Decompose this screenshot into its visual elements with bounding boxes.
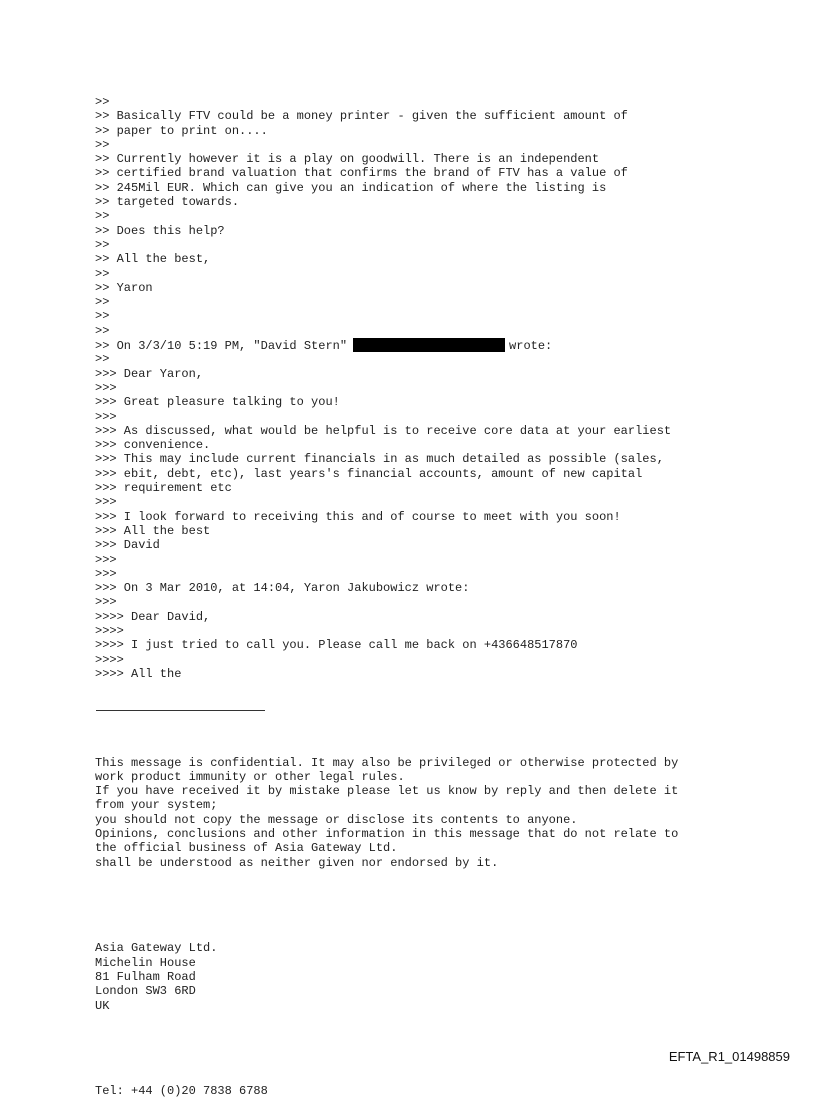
- email-body: [95, 95, 775, 681]
- disclaimer-line: you should not copy the message or disclose its contents to anyone.: [95, 812, 578, 827]
- confidentiality-disclaimer: [95, 756, 775, 870]
- email-line: >>: [95, 95, 110, 109]
- email-line: >> paper to print on....: [95, 123, 268, 138]
- email-line: >>> I look forward to receiving this and of course to meet with you soon!: [95, 509, 621, 524]
- email-line: >>>: [95, 409, 117, 424]
- email-line: >> certified brand valuation that confirms the brand of FTV has a value of: [95, 166, 628, 181]
- email-line: >>: [95, 323, 110, 338]
- document-id: EFTA_R1_01498859: [668, 1049, 790, 1064]
- email-line: >>> convenience.: [95, 438, 211, 453]
- email-line: >>>>: [95, 652, 124, 667]
- email-line: >>: [95, 352, 110, 367]
- email-line: >>: [95, 295, 110, 310]
- disclaimer-line: Opinions, conclusions and other information in this message that do not relate to: [95, 827, 679, 842]
- email-line: >>>: [95, 495, 117, 510]
- email-line: >>> On 3 Mar 2010, at 14:04, Yaron Jakubowicz wrote:: [95, 581, 470, 596]
- email-line: >>: [95, 237, 110, 252]
- email-line: >>> David: [95, 538, 160, 553]
- disclaimer-line: work product immunity or other legal rules.: [95, 769, 405, 784]
- email-line: >> Basically FTV could be a money printer - given the sufficient amount of: [95, 109, 628, 124]
- email-line: >>> Dear Yaron,: [95, 366, 204, 381]
- email-line: >>>>: [95, 623, 124, 638]
- address-line: 81 Fulham Road: [95, 970, 196, 985]
- address-line: UK: [95, 998, 110, 1013]
- email-line: >>>> Dear David,: [95, 609, 211, 624]
- email-line: >>: [95, 137, 110, 152]
- email-header-line: [95, 338, 775, 352]
- email-line: >>> As discussed, what would be helpful is to receive core data at your earliest: [95, 423, 672, 438]
- email-line: >>: [95, 266, 110, 281]
- email-line: >> All the best,: [95, 252, 211, 267]
- email-line: >>> This may include current financials in as much detailed as possible (sales,: [95, 452, 664, 467]
- disclaimer-line: from your system;: [95, 798, 218, 813]
- email-line: >>>: [95, 380, 117, 395]
- address-line: Asia Gateway Ltd.: [95, 941, 218, 956]
- disclaimer-line: the official business of Asia Gateway Ltd.: [95, 841, 398, 856]
- email-line: >>>> All the: [95, 666, 182, 681]
- disclaimer-line: shall be understood as neither given nor endorsed by it.: [95, 855, 499, 870]
- email-line: >> Currently however it is a play on goodwill. There is an independent: [95, 152, 600, 167]
- disclaimer-line: This message is confidential. It may also be privileged or otherwise protected by: [95, 755, 679, 770]
- disclaimer-line: If you have received it by mistake please let us know by reply and then delete it: [95, 784, 679, 799]
- email-line: >>: [95, 309, 110, 324]
- email-line: >>> requirement etc: [95, 481, 232, 496]
- email-line: >>>> I just tried to call you. Please call me back on +436648517870: [95, 638, 578, 653]
- email-line: >>> Great pleasure talking to you!: [95, 395, 340, 410]
- email-line: >>: [95, 209, 110, 224]
- company-address: [95, 941, 775, 1012]
- email-line: >> Yaron: [95, 280, 153, 295]
- email-line: >>> ebit, debt, etc), last years's financial accounts, amount of new capital: [95, 466, 643, 481]
- email-line: >> 245Mil EUR. Which can give you an indication of where the listing is: [95, 180, 607, 195]
- telephone-line: Tel: +44 (0)20 7838 6788: [95, 1084, 268, 1099]
- email-line: >>>: [95, 552, 117, 567]
- email-line: >> targeted towards.: [95, 195, 240, 210]
- email-line: >>>: [95, 566, 117, 581]
- quoted-header-text: >> On 3/3/10 5:19 PM, "David Stern": [95, 339, 348, 354]
- redaction-bar: [353, 338, 505, 352]
- email-line: >> Does this help?: [95, 223, 225, 238]
- address-line: London SW3 6RD: [95, 984, 196, 999]
- signature-divider: [96, 710, 265, 711]
- email-line: >>>: [95, 595, 117, 610]
- email-line: >>> All the best: [95, 523, 211, 538]
- quoted-header-text: wrote:: [509, 339, 553, 354]
- address-line: Michelin House: [95, 955, 196, 970]
